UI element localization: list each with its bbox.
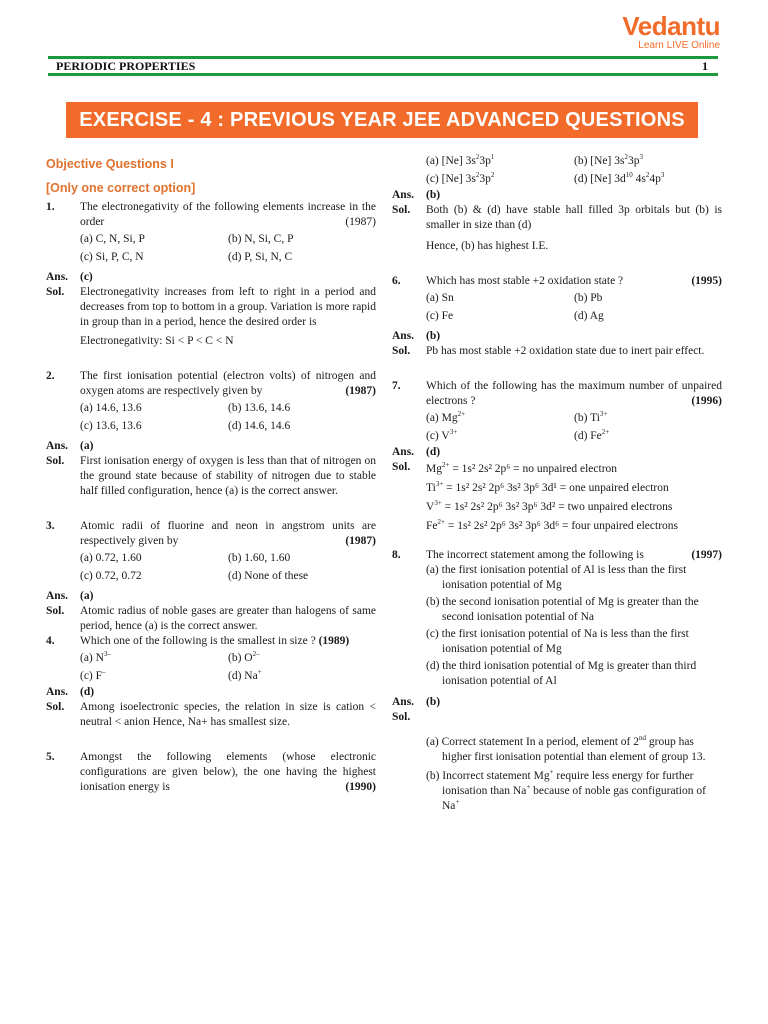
- options: [426, 289, 722, 325]
- option: (c) [Ne] $3s^23p^2$: [426, 171, 495, 185]
- logo-wordmark: Vedantu: [622, 11, 720, 41]
- solution-label: Sol.: [46, 701, 65, 713]
- question-text: Which has most stable +2 oxidation state ?: [426, 275, 624, 287]
- question-text: Atomic radii of fluorine and neon in angstrom units are respectively given by: [80, 520, 376, 547]
- option: (d) None of these: [228, 570, 309, 582]
- electron-config-line: $Mg^{2+} = 1s^2$ 2s² 2p⁶ = no unpaired electron: [426, 461, 618, 475]
- question-number: 4.: [46, 635, 55, 647]
- answer-label: Ans.: [46, 590, 69, 602]
- option: (d) Ag: [574, 310, 604, 322]
- electron-config-line: $Ti^{3+} = 1s^2$ 2s² 2p⁶ 3s² 3p⁶ 3d¹ = one unpaired electron: [426, 480, 669, 494]
- option: (b) $Ti^{3+}$: [574, 410, 608, 424]
- solution-point: (b) Incorrect statement Mg+ require less energy for further ionisation than Na+ because of noble gas configuration of Na+: [426, 768, 706, 812]
- options: [426, 152, 722, 188]
- option: (a) the first ionisation potential of Al is less than the first ionisation potential of Mg: [426, 564, 687, 591]
- answer: [392, 329, 722, 344]
- question-year: (1987): [345, 216, 376, 228]
- solution: [46, 454, 376, 499]
- solution: [392, 460, 722, 536]
- solution: [46, 285, 376, 349]
- question-text: The electronegativity of the following elements increase in the order: [80, 201, 376, 228]
- question-4: [46, 634, 376, 649]
- exercise-title: EXERCISE - 4 : PREVIOUS YEAR JEE ADVANCED QUESTIONS: [79, 108, 685, 131]
- answer: [392, 445, 722, 460]
- option: (b) [Ne] $3s^23p^3$: [574, 153, 643, 167]
- option: (c) Fe: [426, 310, 454, 322]
- solution-label: Sol.: [392, 711, 411, 723]
- solution-body: [426, 735, 722, 814]
- option: (c) Si, P, C, N: [80, 251, 144, 263]
- option: (b) N, Si, C, P: [228, 233, 294, 245]
- question-number: 3.: [46, 520, 55, 532]
- answer-value: (d): [426, 446, 441, 458]
- answer-value: (c): [80, 271, 93, 283]
- option: (a) $Mg^{2+}$: [426, 410, 466, 424]
- answer-value: (a): [80, 440, 94, 452]
- solution: [392, 344, 722, 359]
- question-number: 2.: [46, 370, 55, 382]
- option: (d) $Fe^{2+}$: [574, 428, 610, 442]
- question-5: [46, 750, 376, 795]
- question-text: The first ionisation potential (electron volts) of nitrogen and oxygen atoms are respectively given by: [80, 370, 376, 397]
- electron-config-line: $Fe^{2+} = 1s^2$ 2s² 2p⁶ 3s² 3p⁶ 3d⁶ = four unpaired electrons: [426, 518, 678, 532]
- option: (c) F–: [80, 668, 106, 682]
- option: (d) the third ionisation potential of Mg is greater than third ionisation potential of Al: [426, 660, 697, 687]
- question-number: 6.: [392, 275, 401, 287]
- answer: [46, 685, 376, 700]
- page-number: 1: [702, 58, 708, 73]
- question-year: (1987): [345, 385, 376, 397]
- solution-label: Sol.: [46, 455, 65, 467]
- option: (c) 0.72, 0.72: [80, 570, 142, 582]
- solution-text: Electronegativity: Si < P < C < N: [80, 335, 234, 347]
- option: (c) $V^{3+}$: [426, 428, 458, 442]
- answer: [46, 589, 376, 604]
- options: [80, 399, 376, 435]
- option: (b) 1.60, 1.60: [228, 552, 291, 564]
- solution-label: Sol.: [46, 286, 65, 298]
- option: (a) [Ne] $3s^23p^1$: [426, 153, 495, 167]
- solution-text: First ionisation energy of oxygen is less than that of nitrogen on the ground state because of stability of nitrogen due to stable half filled configuration, hence (a) is the correct answer.: [80, 455, 376, 497]
- answer: [392, 188, 722, 203]
- option: (b) the second ionisation potential of Mg is greater than the second ionisation potential of Na: [426, 596, 699, 623]
- question-number: 7.: [392, 380, 401, 392]
- question-year: (1996): [691, 395, 722, 407]
- option: (a) 0.72, 1.60: [80, 552, 142, 564]
- right-column: [392, 152, 722, 814]
- solution: [392, 203, 722, 254]
- solution-label: Sol.: [392, 204, 411, 216]
- answer-label: Ans.: [392, 446, 415, 458]
- question-year: (1987): [345, 535, 376, 547]
- exercise-banner: [66, 102, 698, 138]
- answer-label: Ans.: [392, 330, 415, 342]
- solution-text: Both (b) & (d) have stable hall filled 3p orbitals but (b) is smaller in size than (d): [426, 204, 722, 231]
- question-3: [46, 519, 376, 549]
- answer-value: (b): [426, 330, 441, 342]
- question-text: Amongst the following elements (whose electronic configurations are given below), the one having the highest ionisation energy is: [80, 751, 376, 793]
- question-year: (1990): [345, 781, 376, 793]
- option: (c) 13.6, 13.6: [80, 420, 142, 432]
- solution-label: Sol.: [392, 345, 411, 357]
- solution-text: Atomic radius of noble gases are greater than halogens of same period, hence (a) is the correct answer.: [80, 605, 376, 632]
- chapter-header: [48, 56, 718, 76]
- option: (c) the first ionisation potential of Na is less than the first ionisation potential of Mg: [426, 628, 689, 655]
- question-6: [392, 274, 722, 289]
- section-subtitle: [Only one correct option]: [46, 181, 196, 195]
- question-8: [392, 548, 722, 563]
- left-column: [46, 156, 376, 795]
- solution-text: Electronegativity increases from left to right in a period and decreases from top to bottom in a group. Variation is more rapid in group than in a period, hence the desired order is: [80, 286, 376, 328]
- question-text: Which one of the following is the smallest in size ?: [80, 635, 316, 647]
- option: (a) $N^{3-}$: [80, 650, 111, 664]
- option: (b) $O^{2-}$: [228, 650, 260, 664]
- question-2: [46, 369, 376, 399]
- electron-config-line: $V^{3+} = 1s^2$ 2s² 2p⁶ 3s² 3p⁶ 3d² = two unpaired electrons: [426, 499, 673, 513]
- solution: [392, 710, 722, 725]
- options: [426, 409, 722, 445]
- question-number: 8.: [392, 549, 401, 561]
- answer-label: Ans.: [46, 686, 69, 698]
- answer-value: (d): [80, 686, 95, 698]
- solution-text: Hence, (b) has highest I.E.: [426, 240, 549, 252]
- answer-value: (b): [426, 189, 441, 201]
- option: (d) Na+: [228, 668, 262, 682]
- question-number: 5.: [46, 751, 55, 763]
- options: [80, 649, 376, 685]
- answer-value: (a): [80, 590, 94, 602]
- answer-label: Ans.: [46, 271, 69, 283]
- chapter-title: PERIODIC PROPERTIES: [56, 58, 196, 73]
- option: (a) C, N, Si, P: [80, 233, 145, 245]
- option: (b) 13.6, 14.6: [228, 402, 291, 414]
- question-year: (1997): [691, 549, 722, 561]
- option: (d) [Ne] $3d^{10}$ $4s^24p^3$: [574, 171, 665, 185]
- question-text: Which of the following has the maximum number of unpaired electrons ?: [426, 380, 722, 407]
- answer-label: Ans.: [392, 189, 415, 201]
- answer: [392, 695, 722, 710]
- question-7: [392, 379, 722, 409]
- solution-label: Sol.: [392, 461, 411, 473]
- solution-text: Pb has most stable +2 oxidation state due to inert pair effect.: [426, 345, 705, 357]
- logo-tagline: Learn LIVE Online: [638, 40, 720, 51]
- question-number: 1.: [46, 201, 55, 213]
- solution: [46, 700, 376, 730]
- solution-label: Sol.: [46, 605, 65, 617]
- option: (d) P, Si, N, C: [228, 251, 293, 263]
- vedantu-logo: [600, 12, 720, 52]
- question-year: (1995): [691, 275, 722, 287]
- question-year: (1989): [318, 635, 350, 647]
- answer: [46, 270, 376, 285]
- question-1: [46, 200, 376, 230]
- solution-point: (a) Correct statement In a period, element of 2nd group has higher first ionisation potential than element of group 13.: [426, 734, 706, 763]
- option: (a) Sn: [426, 292, 454, 304]
- question-text: The incorrect statement among the following is: [426, 549, 644, 561]
- section-title: Objective Questions I: [46, 157, 174, 171]
- answer-label: Ans.: [46, 440, 69, 452]
- options: [80, 230, 376, 266]
- answer-value: (b): [426, 696, 441, 708]
- answer: [46, 439, 376, 454]
- solution-text: Among isoelectronic species, the relation in size is cation < neutral < anion Hence, Na+ has smallest size.: [80, 701, 376, 728]
- option: (b) Pb: [574, 292, 603, 304]
- option: (d) 14.6, 14.6: [228, 420, 291, 432]
- options: [80, 549, 376, 585]
- answer-label: Ans.: [392, 696, 415, 708]
- solution: [46, 604, 376, 634]
- options: [426, 563, 722, 689]
- option: (a) 14.6, 13.6: [80, 402, 142, 414]
